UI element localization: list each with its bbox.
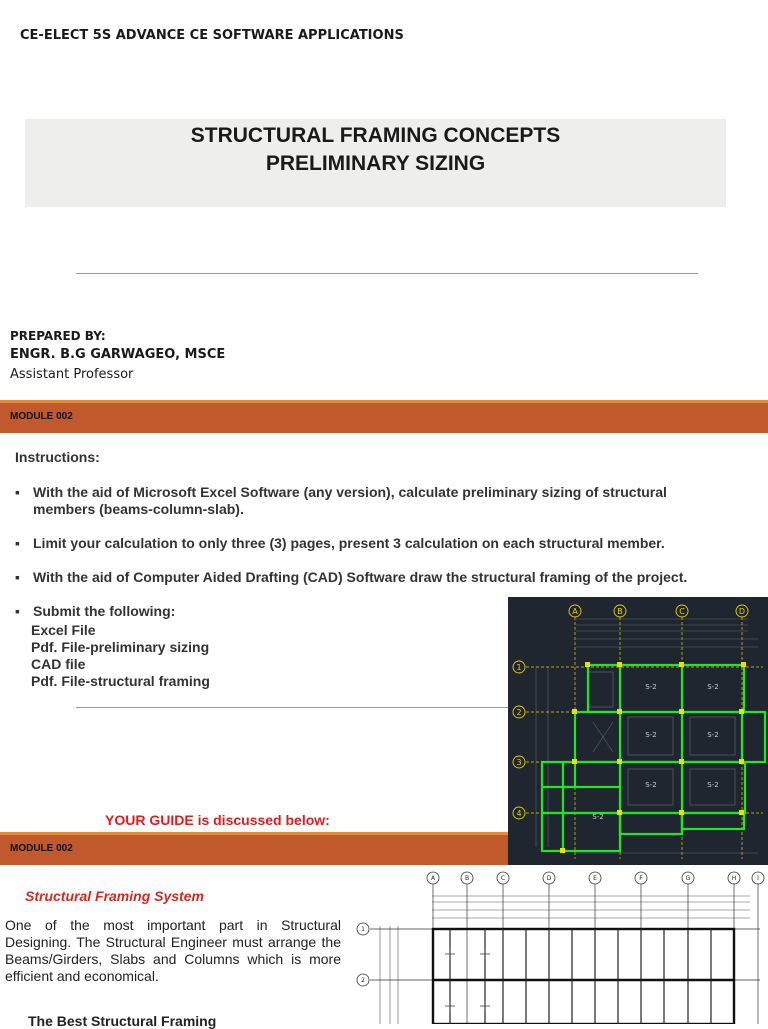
submit-item: Pdf. File-structural framing — [31, 673, 210, 689]
slab-label: S-2 — [645, 683, 657, 691]
grid-label: 2 — [361, 977, 365, 984]
title-line-1: STRUCTURAL FRAMING CONCEPTS — [190, 124, 561, 147]
course-header: CE-ELECT 5S ADVANCE CE SOFTWARE APPLICATIONS — [20, 28, 404, 43]
grid-label: A — [430, 875, 436, 882]
framing-plan-drawing — [350, 866, 768, 1024]
module-label: MODULE 002 — [10, 843, 73, 854]
instructions-heading: Instructions: — [15, 449, 100, 465]
guide-note: YOUR GUIDE is discussed below: — [105, 812, 330, 828]
grid-label: 2 — [516, 708, 522, 717]
grid-label: H — [731, 875, 737, 882]
section-paragraph: One of the most important part in Structural Designing. The Structural Engineer must arrange the Beams/Girders, Slabs and Columns which is more efficient and economical. — [5, 917, 341, 984]
author-role: Assistant Professor — [10, 367, 134, 382]
grid-label: F — [639, 875, 643, 882]
author-name: ENGR. B.G GARWAGEO, MSCE — [10, 347, 226, 362]
module-band — [0, 400, 768, 433]
title-box — [25, 119, 726, 207]
section-title: Structural Framing System — [25, 888, 204, 904]
cad-framing-plan — [508, 597, 768, 865]
instruction-item: ▪ Submit the following: — [15, 603, 176, 619]
module-label: MODULE 002 — [10, 411, 73, 422]
slab-label: S-2 — [707, 731, 719, 739]
grid-label: B — [617, 607, 623, 616]
grid-label: 4 — [516, 809, 522, 818]
grid-label: D — [738, 607, 746, 616]
grid-label: C — [500, 875, 506, 882]
grid-label: 1 — [361, 926, 365, 933]
grid-label: D — [546, 875, 552, 882]
grid-label: A — [572, 607, 578, 616]
grid-label: 3 — [516, 758, 522, 767]
instruction-item: ▪ Limit your calculation to only three (3) pages, present 3 calculation on each structural member. — [15, 535, 665, 551]
bullet-icon: ▪ — [15, 535, 20, 551]
instruction-item: ▪ With the aid of Computer Aided Drafting (CAD) Software draw the structural framing of the project. — [15, 569, 688, 585]
divider-line — [76, 707, 508, 708]
instruction-item: ▪ With the aid of Microsoft Excel Software (any version), calculate preliminary sizing of structural members (beams-column-slab). — [15, 484, 667, 517]
grid-label: G — [685, 875, 691, 882]
slab-label: S-2 — [645, 731, 657, 739]
bullet-icon: ▪ — [15, 484, 20, 500]
prepared-by-label: PREPARED BY: — [10, 329, 106, 343]
module-band — [0, 832, 508, 865]
slab-label: S-2 — [645, 781, 657, 789]
slab-label: S-2 — [592, 813, 604, 821]
title-line-2: PRELIMINARY SIZING — [265, 152, 486, 175]
section-subheading: The Best Structural Framing — [28, 1013, 217, 1029]
submit-item: CAD file — [31, 656, 86, 672]
grid-label: I — [757, 875, 759, 882]
cad-drawing — [508, 597, 768, 865]
divider-line — [76, 273, 698, 274]
grid-label: B — [464, 875, 470, 882]
submit-item: Excel File — [31, 622, 96, 638]
slab-label: S-2 — [707, 683, 719, 691]
grid-label: 1 — [516, 663, 522, 672]
plan-drawing — [350, 866, 768, 1024]
grid-label: C — [679, 607, 685, 616]
slab-label: S-2 — [707, 781, 719, 789]
submit-item: Pdf. File-preliminary sizing — [31, 639, 210, 655]
bullet-icon: ▪ — [15, 569, 20, 585]
grid-label: E — [593, 875, 597, 882]
bullet-icon: ▪ — [15, 603, 20, 619]
